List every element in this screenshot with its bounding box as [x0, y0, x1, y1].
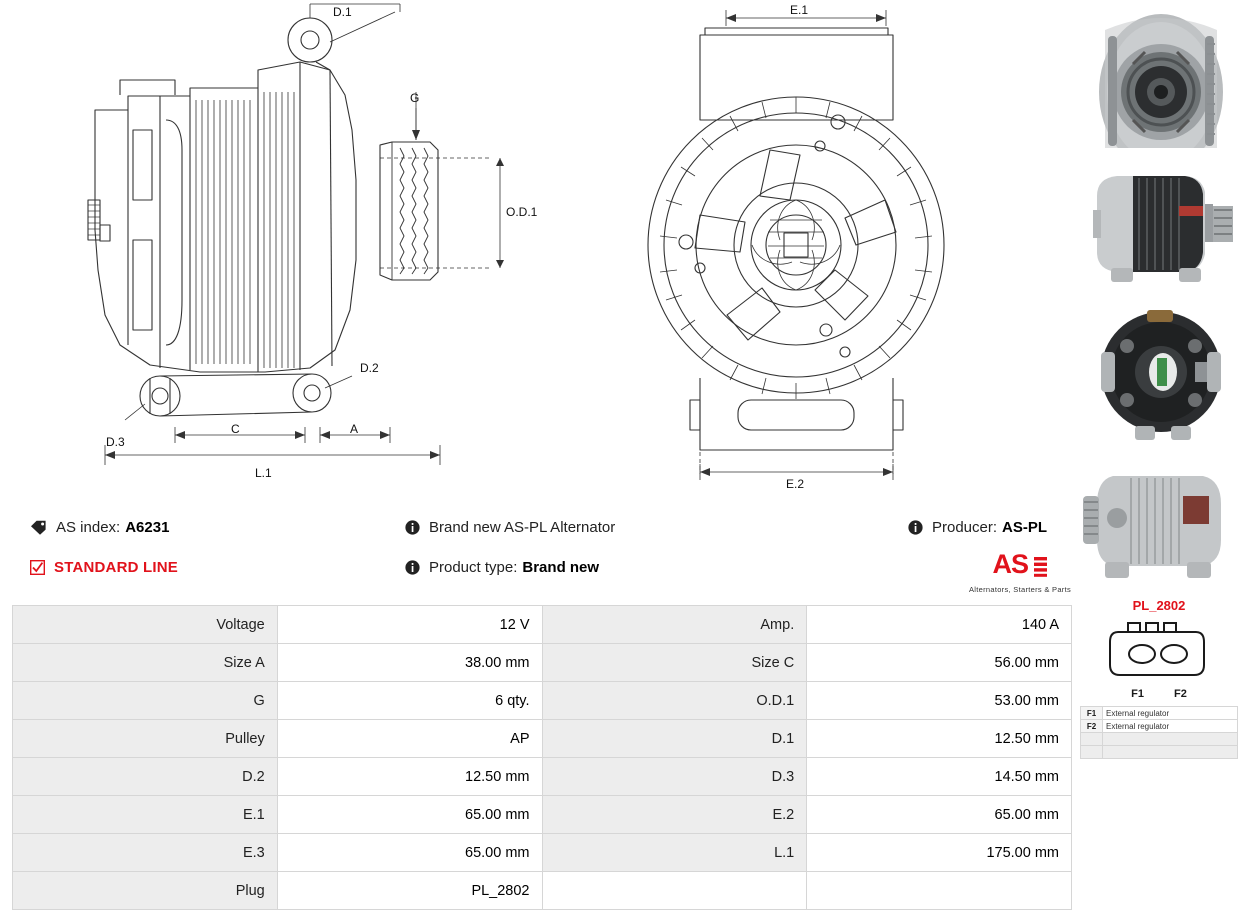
spec-value: 56.00 mm	[807, 644, 1072, 682]
plug-pin-row	[1081, 707, 1238, 720]
spec-value: 65.00 mm	[277, 796, 542, 834]
brand-new-text: Brand new AS-PL Alternator	[429, 519, 616, 536]
product-type-value: Brand new	[522, 559, 600, 576]
product-photo-column	[1075, 0, 1243, 923]
product-type-label: Product type:	[429, 559, 518, 576]
label-g: G	[410, 91, 420, 105]
spec-key: Size A	[13, 644, 278, 682]
plug-pin-desc: External regulator	[1103, 720, 1238, 733]
producer-label: Producer:	[932, 519, 998, 536]
plug-pin-table	[1080, 706, 1238, 759]
tag-icon	[30, 520, 47, 535]
spec-value: 65.00 mm	[807, 796, 1072, 834]
spec-value: PL_2802	[277, 872, 542, 910]
as-index-label: AS index:	[56, 519, 121, 536]
spec-key: Pulley	[13, 720, 278, 758]
spec-value: 38.00 mm	[277, 644, 542, 682]
technical-drawings	[0, 0, 1075, 500]
label-a: A	[350, 422, 359, 436]
as-logo-bars	[1034, 556, 1047, 582]
label-e2: E.2	[786, 477, 805, 491]
spec-key: Voltage	[13, 606, 278, 644]
table-row	[13, 682, 1072, 720]
plug-pin-desc: External regulator	[1103, 707, 1238, 720]
as-pl-logo	[965, 551, 1075, 594]
plug-pin-row	[1081, 720, 1238, 733]
spec-value: 6 qty.	[277, 682, 542, 720]
spec-key: E.3	[13, 834, 278, 872]
spec-key: G	[13, 682, 278, 720]
plug-code-label: PL_2802	[1132, 598, 1186, 613]
table-row	[13, 644, 1072, 682]
as-logo-mark: AS	[992, 549, 1029, 579]
plug-pin-key-blank	[1081, 746, 1103, 759]
label-e1: E.1	[790, 3, 809, 17]
info-icon	[405, 560, 420, 575]
spec-key: D.2	[13, 758, 278, 796]
specification-table	[12, 605, 1072, 910]
product-photo-front[interactable]	[1075, 0, 1243, 148]
product-photo-side-left[interactable]	[1075, 148, 1243, 296]
spec-value: 14.50 mm	[807, 758, 1072, 796]
brand-new-row	[405, 519, 615, 536]
label-l1: L.1	[255, 466, 272, 480]
spec-value: 175.00 mm	[807, 834, 1072, 872]
producer-value: AS-PL	[1002, 519, 1048, 536]
label-od1: O.D.1	[506, 205, 538, 219]
standard-line-label: STANDARD LINE	[54, 559, 178, 576]
info-icon	[405, 520, 420, 535]
spec-key: Amp.	[542, 606, 807, 644]
spec-empty-cell	[542, 872, 807, 910]
standard-line-row	[30, 559, 178, 576]
plug-pin-label-f2: F2	[1174, 688, 1187, 700]
spec-value: 65.00 mm	[277, 834, 542, 872]
info-icon	[908, 520, 923, 535]
as-index-row	[30, 519, 169, 536]
alternator-drawing-svg	[0, 0, 1075, 500]
plug-pin-label-f1: F1	[1131, 688, 1144, 700]
table-row	[13, 606, 1072, 644]
product-info-area	[0, 505, 1075, 600]
product-photo-rear[interactable]	[1075, 296, 1243, 444]
product-type-row	[405, 559, 599, 576]
plug-diagram	[1084, 619, 1234, 700]
table-row	[13, 872, 1072, 910]
plug-pin-key: F2	[1081, 720, 1103, 733]
plug-pin-labels	[1084, 688, 1234, 700]
table-row	[13, 758, 1072, 796]
spec-empty-cell	[807, 872, 1072, 910]
spec-key: D.1	[542, 720, 807, 758]
spec-value: 12 V	[277, 606, 542, 644]
spec-value: 53.00 mm	[807, 682, 1072, 720]
table-row	[13, 720, 1072, 758]
label-d3: D.3	[106, 435, 125, 449]
label-d1: D.1	[333, 5, 352, 19]
as-logo-subtitle: Alternators, Starters & Parts	[968, 584, 1072, 594]
spec-key: E.1	[13, 796, 278, 834]
spec-key: Size C	[542, 644, 807, 682]
table-row	[13, 796, 1072, 834]
product-photo-side-right[interactable]	[1075, 444, 1243, 592]
spec-key: L.1	[542, 834, 807, 872]
spec-value: 140 A	[807, 606, 1072, 644]
plug-pin-key-blank	[1081, 733, 1103, 746]
checkbox-icon	[30, 560, 45, 575]
plug-pin-desc-blank	[1103, 733, 1238, 746]
plug-pin-desc-blank	[1103, 746, 1238, 759]
spec-key: D.3	[542, 758, 807, 796]
producer-row	[908, 519, 1047, 536]
spec-value: 12.50 mm	[807, 720, 1072, 758]
spec-value: 12.50 mm	[277, 758, 542, 796]
spec-key: O.D.1	[542, 682, 807, 720]
table-row	[13, 834, 1072, 872]
spec-key: E.2	[542, 796, 807, 834]
label-c: C	[231, 422, 240, 436]
as-index-value: A6231	[125, 519, 170, 536]
spec-key: Plug	[13, 872, 278, 910]
plug-pin-row-blank	[1081, 733, 1238, 746]
spec-value: AP	[277, 720, 542, 758]
label-d2: D.2	[360, 361, 379, 375]
plug-pin-key: F1	[1081, 707, 1103, 720]
plug-pin-row-blank	[1081, 746, 1238, 759]
